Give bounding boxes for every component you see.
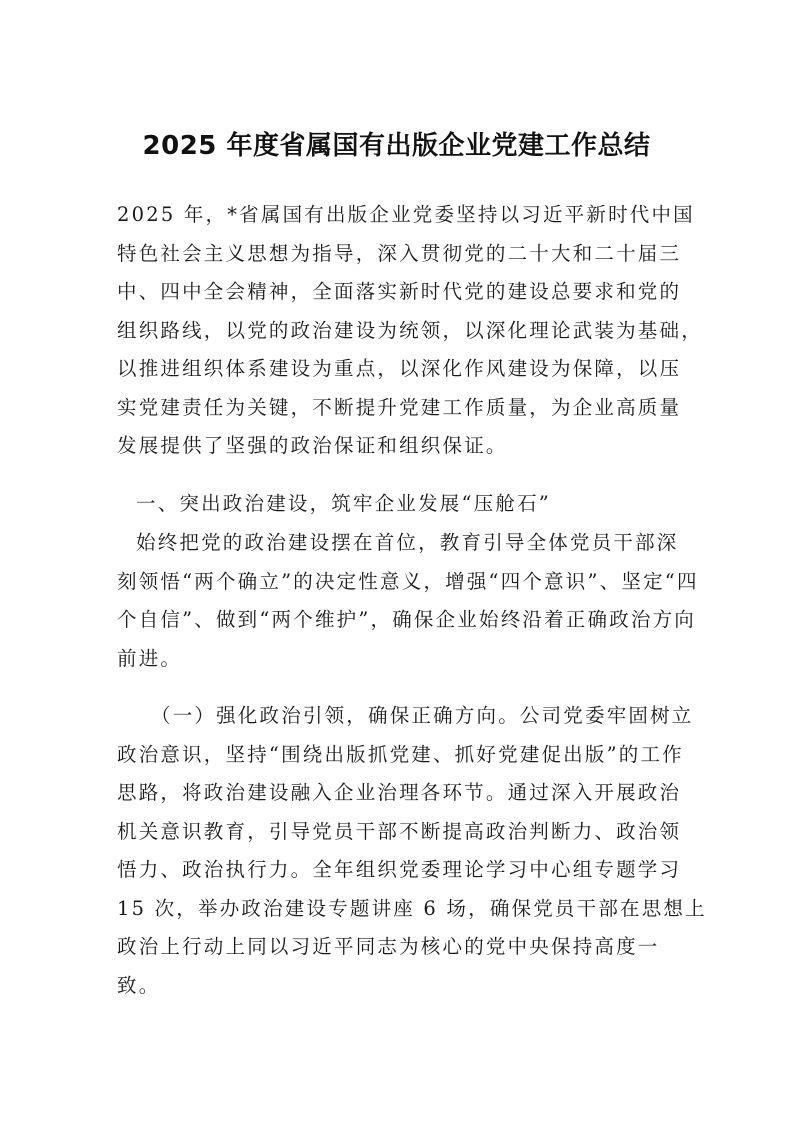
paragraph-line: 实党建责任为关键，不断提升党建工作质量，为企业高质量	[117, 395, 682, 419]
paragraph-line: 致。	[117, 973, 161, 997]
document-title: 2025 年度省属国有出版企业党建工作总结	[142, 131, 651, 161]
paragraph-line: 中、四中全会精神，全面落实新时代党的建设总要求和党的	[117, 280, 682, 303]
paragraph-line: 前进。	[117, 646, 183, 670]
paragraph-line: 思路，将政治建设融入企业治理各环节。通过深入开展政治	[117, 781, 682, 804]
section-1-heading	[136, 485, 699, 524]
paragraph-line: 2025 年，*省属国有出版企业党委坚持以习近平新时代中国	[117, 203, 695, 226]
paragraph-line: 政治上行动上同以习近平同志为核心的党中央保持高度一	[117, 935, 660, 958]
subsection-1-paragraph	[117, 697, 707, 1005]
paragraph-line: 特色社会主义思想为指导，深入贯彻党的二十大和二十届三	[117, 241, 682, 265]
paragraph-line: 政治意识，坚持“围绕出版抓党建、抓好党建促出版”的工作	[117, 742, 684, 766]
paragraph-line: 组织路线，以党的政治建设为统领，以深化理论武装为基础，	[117, 318, 703, 342]
paragraph-line: （一）强化政治引领，确保正确方向。公司党委牢固树立	[151, 704, 694, 727]
paragraph-line: 以推进组织体系建设为重点，以深化作风建设为保障，以压	[117, 357, 682, 380]
section-1-paragraph	[117, 524, 699, 678]
paragraph-line: 个自信”、做到“两个维护”，确保企业始终沿着正确政治方向	[117, 608, 697, 631]
paragraph-line: 刻领悟“两个确立”的决定性意义，增强“四个意识”、坚定“四	[117, 569, 699, 593]
paragraph-line: 悟力、政治执行力。全年组织党委理论学习中心组专题学习	[117, 858, 682, 881]
paragraph-line: 15 次，举办政治建设专题讲座 6 场，确保党员干部在思想上	[117, 896, 707, 920]
paragraph-line: 始终把党的政治建设摆在首位，教育引导全体党员干部深	[136, 531, 679, 554]
paragraph-line: 机关意识教育，引导党员干部不断提高政治判断力、政治领	[117, 819, 682, 843]
intro-paragraph	[117, 196, 703, 466]
paragraph-line: 发展提供了坚强的政治保证和组织保证。	[117, 434, 508, 457]
heading-text: 一、突出政治建设，筑牢企业发展“压舱石”	[136, 492, 551, 515]
